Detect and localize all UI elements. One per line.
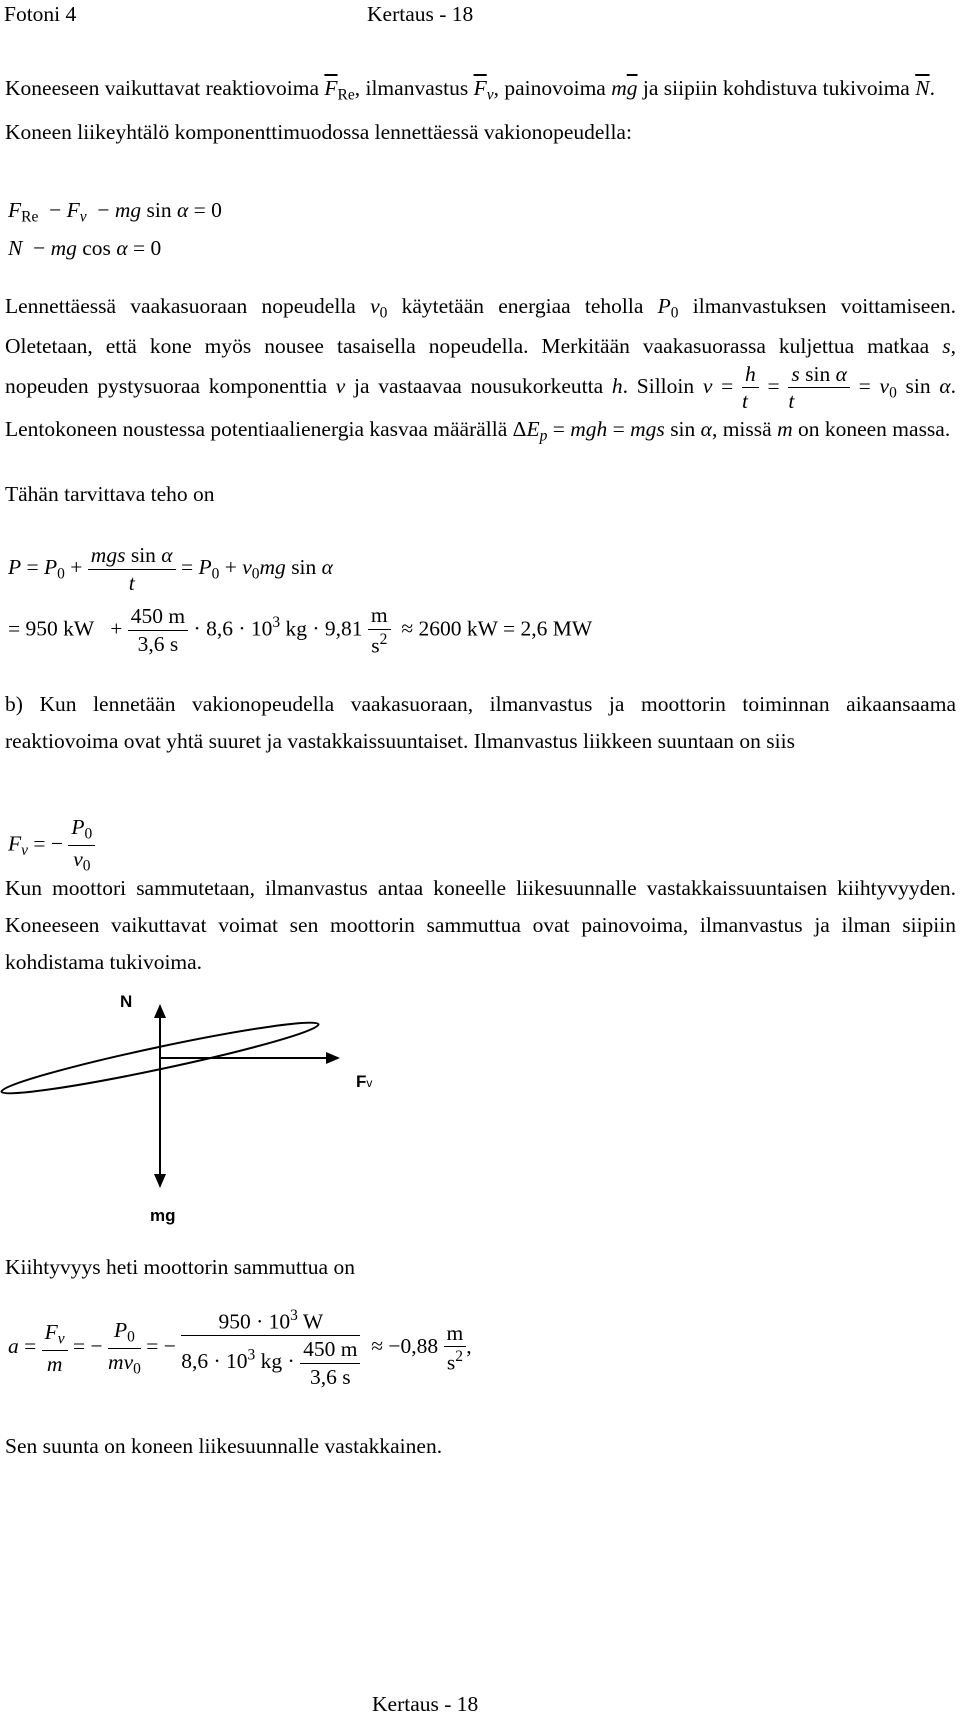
equation-acceleration: a = $\frac{F_v}{m}$ = − $\frac{P_0}{mv_0}$ = − $950 \cdot 10^3$ W $8,6 \cdot 10^3$ kg · $\frac{450 m}{3,6 s}$ ≈ −0,88 $\frac{m}{s^2}$ , bbox=[8, 1307, 472, 1389]
arrowhead-up-icon bbox=[154, 1004, 166, 1018]
label-normal-force: N bbox=[120, 992, 133, 1011]
header-right: Kertaus - 18 bbox=[367, 2, 474, 26]
equation-normal: N − mg cos α = 0 bbox=[8, 236, 162, 260]
force-diagram bbox=[0, 990, 400, 1230]
header-left: Fotoni 4 bbox=[4, 2, 77, 26]
paragraph-direction: Sen suunta on koneen liikesuunnalle vastakkainen. bbox=[5, 1434, 443, 1458]
paragraph-engine-off: Kun moottori sammutetaan, ilmanvastus antaa koneelle liikesuunnalle vastakkaissuuntaisen kiihtyvyyden. Koneeseen vaikuttavat voimat sen moottorin sammuttua ovat painovoima, ilmanvastus ja ilman siipiin kohdistama tukivoima. bbox=[5, 876, 956, 974]
paragraph-forces: Koneeseen vaikuttavat reaktiovoima $\overline{F}_{Re}$, ilmanvastus $\overline{F}_v$, painovoima $m\overline{g}$ ja siipiin kohdistuva tukivoima $\overline{N}$. Koneen liikeyhtälö komponenttimuodossa lennettäessä vakionopeudella: bbox=[5, 76, 935, 144]
label-gravity: mg bbox=[150, 1206, 176, 1225]
paragraph-energy: Lennettäessä vaakasuoraan nopeudella $v_0$ käytetään energiaa teholla $P_0$ ilmanvastuksen voittamiseen. Oletetaan, että kone myös nousee tasaisella nopeudella. Merkitään vaakasuorassa kuljettua matkaa s, nopeuden pystysuoraa komponenttia v ja vastaavaa nousukorkeutta h. Silloin v = $\frac{h}{t}$ = $\frac{\text{s sin α}}{t}$ = $v_0$ sin α. Lentokoneen noustessa potentiaalienergia kasvaa määrällä $\Delta E_p$ = mgh = mgs sin α, missä m on koneen massa. bbox=[5, 294, 957, 445]
paragraph-part-b: b) Kun lennetään vakionopeudella vaakasuoraan, ilmanvastus ja moottorin toiminnan aikaansaama reaktiovoima ovat yhtä suuret ja vastakkaissuuntaiset. Ilmanvastus liikkeen suuntaan on siis bbox=[5, 692, 956, 753]
equation-power-numeric: = 950 kW + $\frac{450 m}{3,6 s}$ · $8,6 \cdot 10^3$ kg · 9,81 $\frac{m}{s^2}$ ≈ 2600 kW = 2,6 MW bbox=[8, 603, 593, 658]
equation-forward: $F_{Re} - F_v$ − mg sin α = 0 bbox=[8, 198, 222, 226]
footer: Kertaus - 18 bbox=[372, 1692, 479, 1716]
equation-power: $P = P_0$ + $\frac{\text{mgs sin α}}{t}$ = $P_0 + v_0mg$ sin α bbox=[8, 543, 333, 595]
paragraph-power-intro: Tähän tarvittava teho on bbox=[5, 482, 215, 506]
label-drag-force: Fv bbox=[356, 1072, 373, 1091]
arrowhead-down-icon bbox=[154, 1174, 166, 1188]
arrowhead-right-icon bbox=[326, 1052, 340, 1064]
equation-drag: $F_v$ = − $\frac{P_0}{v_0}$ bbox=[8, 816, 95, 875]
paragraph-acceleration-intro: Kiihtyvyys heti moottorin sammuttua on bbox=[5, 1255, 355, 1279]
